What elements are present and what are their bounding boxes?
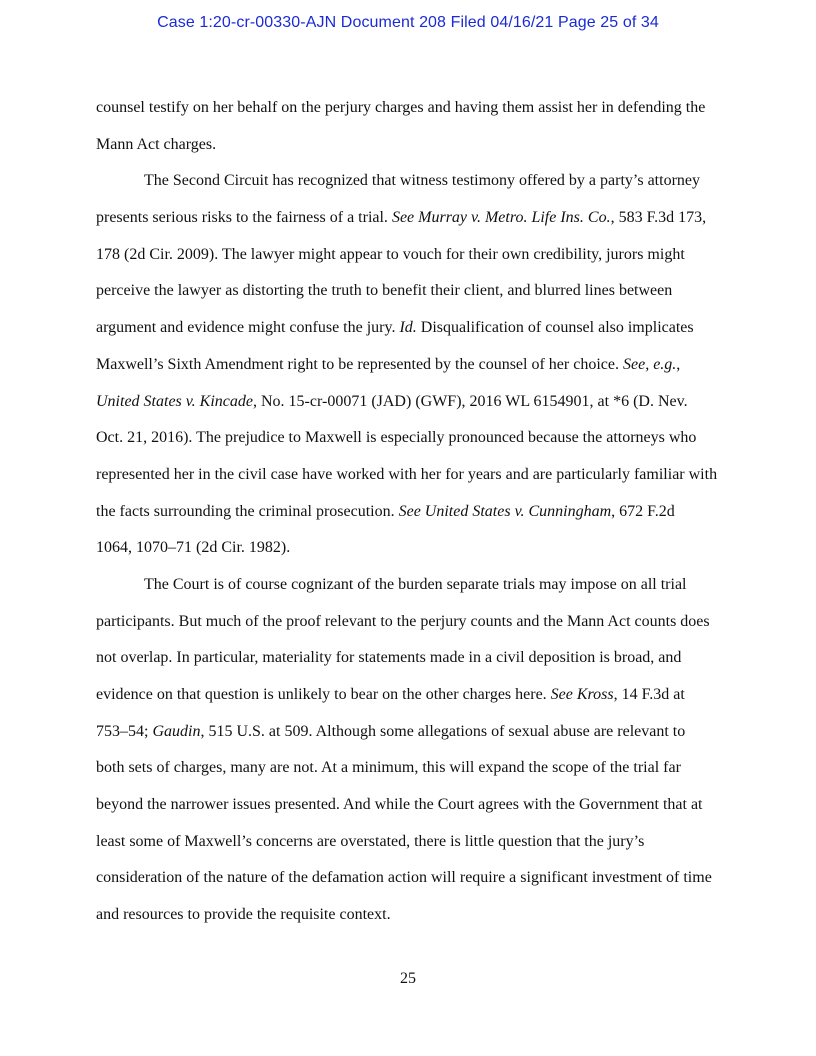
text-line: represented her in the civil case have worked with her for years and are particularly familiar with (96, 465, 718, 483)
text-line: perceive the lawyer as distorting the truth to benefit their client, and blurred lines between (96, 282, 673, 300)
text-line: participants. But much of the proof relevant to the perjury counts and the Mann Act counts does (96, 612, 710, 630)
case-citation: Id. (399, 319, 417, 337)
case-citation: See United States v. Cunningham (398, 502, 612, 520)
text-line: United States v. Kincade, No. 15-cr-00071 (JAD) (GWF), 2016 WL 6154901, at *6 (D. Nev. (96, 392, 688, 410)
text-line: both sets of charges, many are not. At a minimum, this will expand the scope of the trial far (96, 759, 681, 777)
page-number: 25 (400, 970, 416, 987)
text-line: The Court is of course cognizant of the burden separate trials may impose on all trial (144, 575, 687, 593)
text-line: Maxwell’s Sixth Amendment right to be represented by the counsel of her choice. See, e.g., (96, 355, 681, 373)
paragraph-second-circuit (96, 163, 720, 567)
case-number: Case 1:20-cr-00330-AJN (157, 14, 337, 31)
case-citation: See, e.g. (622, 355, 677, 373)
ecf-header-stamp (0, 14, 816, 32)
text-line: counsel testify on her behalf on the perjury charges and having them assist her in defending the (96, 99, 706, 116)
paragraph-continuation (96, 90, 720, 163)
document-body (96, 90, 720, 934)
text-line: The Second Circuit has recognized that witness testimony offered by a party’s attorney (144, 172, 700, 190)
text-line: the facts surrounding the criminal prosecution. See United States v. Cunningham, 672 F.2d (96, 502, 675, 520)
text-line: 178 (2d Cir. 2009). The lawyer might appear to vouch for their own credibility, jurors might (96, 245, 685, 263)
text-line: not overlap. In particular, materiality for statements made in a civil deposition is broad, and (96, 649, 682, 667)
paragraph-court-cognizant (96, 567, 720, 934)
text-line: and resources to provide the requisite context. (96, 906, 391, 924)
page-indicator: Page 25 of 34 (557, 14, 659, 31)
text-line: beyond the narrower issues presented. And while the Court agrees with the Government that at (96, 796, 703, 814)
text-line: least some of Maxwell’s concerns are overstated, there is little question that the jury’s (96, 832, 645, 850)
text-line: argument and evidence might confuse the jury. Id. Disqualification of counsel also implicates (96, 319, 694, 337)
text-line: consideration of the nature of the defamation action will require a significant investment of time (96, 869, 712, 887)
text-line: presents serious risks to the fairness of a trial. See Murray v. Metro. Life Ins. Co., 583 F.3d 173, (96, 209, 707, 227)
text-line: 1064, 1070–71 (2d Cir. 1982). (96, 539, 291, 557)
text-line: evidence on that question is unlikely to bear on the other charges here. See Kross, 14 F.3d at (96, 686, 685, 703)
case-citation: United States v. Kincade (96, 392, 253, 410)
text-line: Oct. 21, 2016). The prejudice to Maxwell is especially pronounced because the attorneys who (96, 429, 697, 447)
filed-date: Filed 04/16/21 (450, 14, 554, 31)
text-line: 753–54; Gaudin, 515 U.S. at 509. Although some allegations of sexual abuse are relevant to (96, 722, 686, 740)
case-citation: See Kross (550, 686, 614, 703)
case-citation: Gaudin (152, 722, 201, 740)
text-line: Mann Act charges. (96, 135, 217, 153)
case-citation: See Murray v. Metro. Life Ins. Co. (391, 209, 611, 227)
document-number: Document 208 (340, 14, 447, 31)
